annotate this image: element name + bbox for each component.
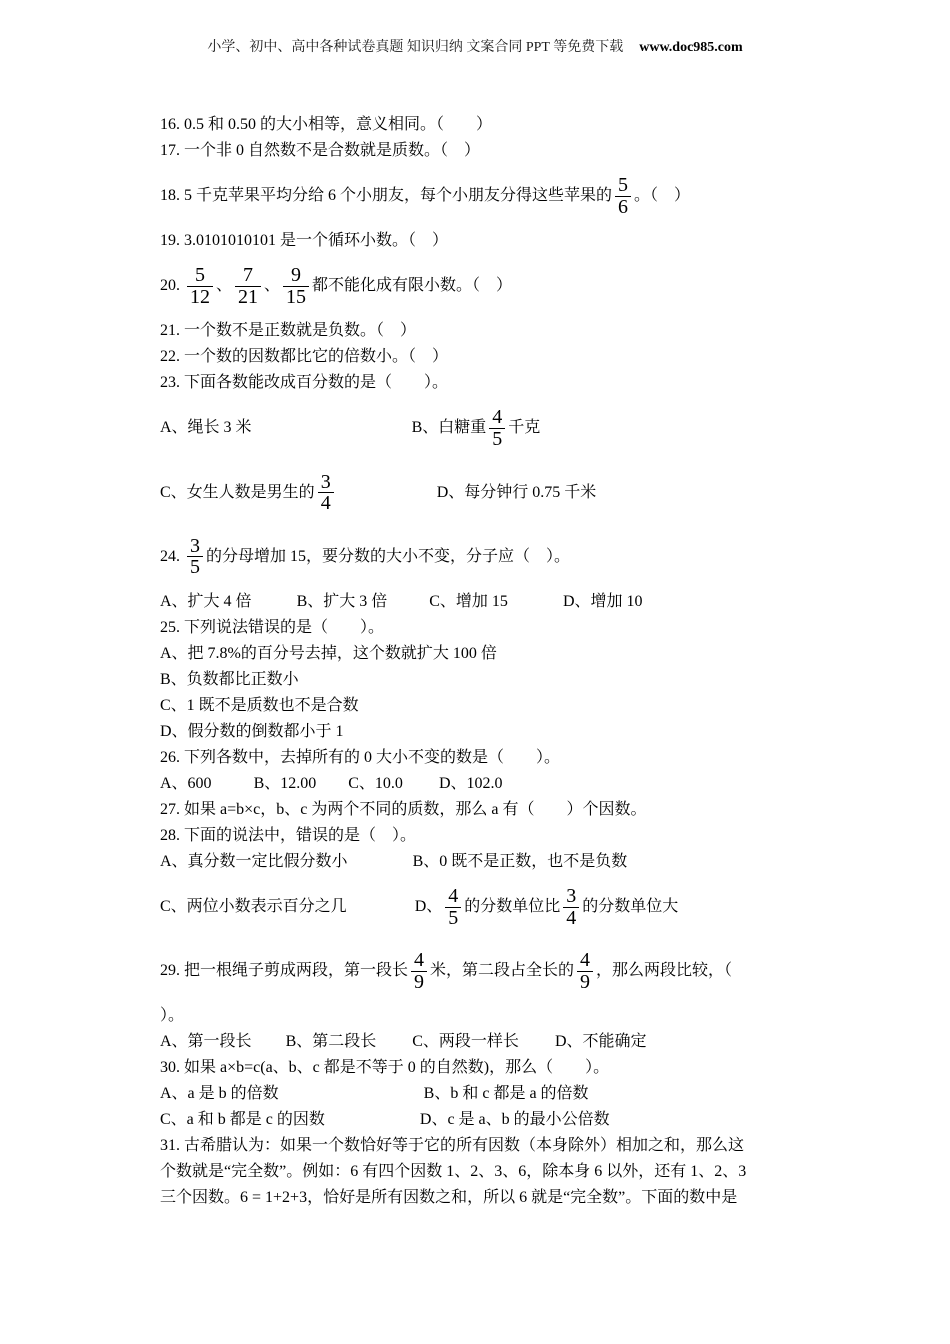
text-run: B、负数都比正数小 [160, 670, 299, 688]
fraction-numerator: 3 [566, 884, 577, 907]
text-run: C、增加 15 [429, 592, 508, 610]
text-run: 20. [160, 276, 184, 294]
text-run: A、真分数一定比假分数小 [160, 852, 348, 870]
spacer [519, 1045, 555, 1046]
text-run: B、扩大 3 倍 [296, 592, 388, 610]
doc-line [160, 461, 790, 525]
text-run: 的分数单位比 [464, 897, 561, 915]
fraction-denominator: 9 [577, 971, 593, 993]
doc-line [160, 771, 790, 797]
doc-line [160, 112, 790, 138]
doc-line [160, 525, 790, 589]
text-run: 18. 5 千克苹果平均分给 6 个小朋友，每个小朋友分得这些苹果的 [160, 186, 613, 204]
doc-line [160, 797, 790, 823]
text-run: 的分数单位大 [582, 897, 679, 915]
fraction-numerator: 7 [243, 264, 254, 287]
doc-line [160, 1185, 790, 1211]
text-run: D、 [414, 897, 443, 915]
text-run: 26. 下列各数中，去掉所有的 0 大小不变的数是（ ）。 [160, 748, 561, 766]
spacer [252, 605, 297, 606]
doc-line [160, 318, 790, 344]
text-run: 25. 下列说法错误的是（ ）。 [160, 618, 385, 636]
doc-line [160, 849, 790, 875]
doc-line [160, 823, 790, 849]
fraction [235, 265, 261, 307]
doc-line [160, 745, 790, 771]
fraction-numerator: 4 [448, 884, 459, 907]
fraction-numerator: 9 [291, 264, 302, 287]
doc-line [160, 1107, 790, 1133]
spacer [325, 1123, 420, 1124]
spacer [212, 787, 254, 788]
text-run: 19. 3.0101010101 是一个循环小数。（ ） [160, 232, 449, 250]
doc-line [160, 875, 790, 939]
text-run: 28. 下面的说法中，错误的是（ ）。 [160, 826, 417, 844]
text-run: 千克 [508, 419, 541, 437]
text-run: D、假分数的倒数都小于 1 [160, 722, 344, 740]
fraction [577, 950, 593, 992]
fraction [283, 265, 309, 307]
fraction-denominator: 6 [615, 196, 631, 218]
text-run: D、每分钟行 0.75 千米 [436, 483, 597, 501]
text-run: C、a 和 b 都是 c 的因数 [160, 1111, 325, 1129]
text-run: 27. 如果 a=b×c，b、c 为两个不同的质数，那么 a 有（ ）个因数。 [160, 800, 647, 818]
doc-line [160, 1029, 790, 1055]
spacer [252, 431, 412, 432]
text-run: C、1 既不是质数也不是合数 [160, 696, 359, 714]
text-run: C、女生人数是男生的 [160, 483, 315, 501]
fraction [187, 265, 213, 307]
doc-line [160, 138, 790, 164]
text-run: D、102.0 [438, 774, 503, 792]
doc-line [160, 164, 790, 228]
text-run: 三个因数。6 = 1+2+3，恰好是所有因数之和，所以 6 就是“完全数”。下面的数中是 [160, 1189, 738, 1207]
spacer [348, 865, 413, 866]
text-run: 30. 如果 a×b=c(a、b、c 都是不等于 0 的自然数)，那么（ ）。 [160, 1059, 610, 1077]
doc-line [160, 667, 790, 693]
text-run: A、第一段长 [160, 1033, 252, 1051]
text-run: 、 [216, 276, 233, 294]
doc-line [160, 939, 790, 1003]
text-run: D、c 是 a、b 的最小公倍数 [419, 1111, 610, 1129]
fraction [411, 950, 427, 992]
text-run: A、扩大 4 倍 [160, 592, 252, 610]
fraction-denominator: 9 [411, 971, 427, 993]
spacer [387, 605, 429, 606]
text-run: 22. 一个数的因数都比它的倍数小。（ ） [160, 348, 449, 366]
text-run: B、第二段长 [285, 1033, 377, 1051]
text-run: C、两段一样长 [412, 1033, 519, 1051]
text-run: B、0 既不是正数，也不是负数 [412, 852, 628, 870]
fraction [563, 886, 579, 928]
text-run: 29. 把一根绳子剪成两段，第一段长 [160, 961, 409, 979]
text-run: C、两位小数表示百分之几 [160, 897, 347, 915]
doc-line [160, 589, 790, 615]
spacer [376, 1045, 412, 1046]
text-run: D、增加 10 [562, 592, 643, 610]
text-run: C、10.0 [348, 774, 403, 792]
fraction [489, 407, 505, 449]
fraction-denominator: 12 [187, 286, 213, 308]
doc-line [160, 396, 790, 460]
text-run: B、白糖重 [411, 419, 487, 437]
spacer [279, 1097, 424, 1098]
doc-line [160, 719, 790, 745]
text-run: 米，第二段占全长的 [430, 961, 575, 979]
fraction-numerator: 3 [320, 470, 331, 493]
fraction-numerator: 4 [580, 949, 591, 972]
doc-line [160, 1159, 790, 1185]
fraction [187, 536, 203, 578]
spacer [337, 495, 437, 496]
fraction-denominator: 5 [187, 556, 203, 578]
fraction-numerator: 4 [414, 949, 425, 972]
doc-line [160, 641, 790, 667]
text-run: 23. 下面各数能改成百分数的是（ ）。 [160, 374, 449, 392]
text-run: 都不能化成有限小数。（ ） [312, 276, 513, 294]
text-run: ）。 [160, 1007, 185, 1025]
text-run: A、600 [160, 774, 212, 792]
text-run: D、不能确定 [554, 1033, 647, 1051]
spacer [316, 787, 348, 788]
fraction-numerator: 5 [618, 174, 629, 196]
fraction-denominator: 5 [489, 428, 505, 450]
text-run: 。（ ） [634, 186, 691, 204]
doc-line [160, 370, 790, 396]
text-run: ，那么两段比较，（ [596, 961, 733, 979]
fraction-denominator: 4 [563, 907, 579, 929]
fraction-numerator: 3 [190, 534, 200, 557]
text-run: 21. 一个数不是正数就是负数。（ ） [160, 322, 417, 340]
doc-line [160, 615, 790, 641]
page-header [0, 0, 950, 56]
text-run: 、 [264, 276, 281, 294]
fraction [445, 886, 461, 928]
spacer [508, 605, 563, 606]
fraction-denominator: 21 [235, 286, 261, 308]
fraction-numerator: 4 [492, 406, 503, 429]
fraction [615, 175, 631, 217]
doc-line [160, 1055, 790, 1081]
fraction-denominator: 4 [318, 492, 334, 514]
text-run: 31. 古希腊认为：如果一个数恰好等于它的所有因数（本身除外）相加之和，那么这 [160, 1137, 745, 1155]
text-run: B、b 和 c 都是 a 的倍数 [423, 1085, 589, 1103]
fraction [318, 472, 334, 514]
doc-line [160, 1081, 790, 1107]
spacer [347, 910, 415, 911]
doc-line [160, 228, 790, 254]
header-promo-text: 小学、初中、高中各种试卷真题 知识归纳 文案合同 PPT 等免费下载 [207, 40, 624, 55]
doc-line [160, 254, 790, 318]
text-run: 个数就是“完全数”。例如：6 有四个因数 1、2、3、6，除本身 6 以外，还有 1、2、3 [160, 1163, 747, 1181]
text-run: A、绳长 3 米 [160, 419, 252, 437]
text-run: 的分母增加 15，要分数的大小不变，分子应（ ）。 [206, 547, 571, 565]
fraction-denominator: 15 [283, 286, 309, 308]
spacer [252, 1045, 286, 1046]
doc-line [160, 344, 790, 370]
text-run: B、12.00 [253, 774, 317, 792]
doc-line [160, 693, 790, 719]
text-run: A、a 是 b 的倍数 [160, 1085, 279, 1103]
spacer [403, 787, 439, 788]
doc-body [160, 112, 790, 1211]
text-run: 16. 0.5 和 0.50 的大小相等，意义相同。（ ） [160, 116, 493, 133]
header-site-link[interactable]: www.doc985.com [639, 40, 743, 55]
text-run: 17. 一个非 0 自然数不是合数就是质数。（ ） [160, 142, 481, 159]
fraction-numerator: 5 [195, 264, 205, 287]
doc-line [160, 1003, 790, 1029]
text-run: A、把 7.8%的百分号去掉，这个数就扩大 100 倍 [160, 644, 497, 662]
fraction-denominator: 5 [445, 907, 461, 929]
doc-line [160, 1133, 790, 1159]
text-run: 24. [160, 547, 184, 565]
